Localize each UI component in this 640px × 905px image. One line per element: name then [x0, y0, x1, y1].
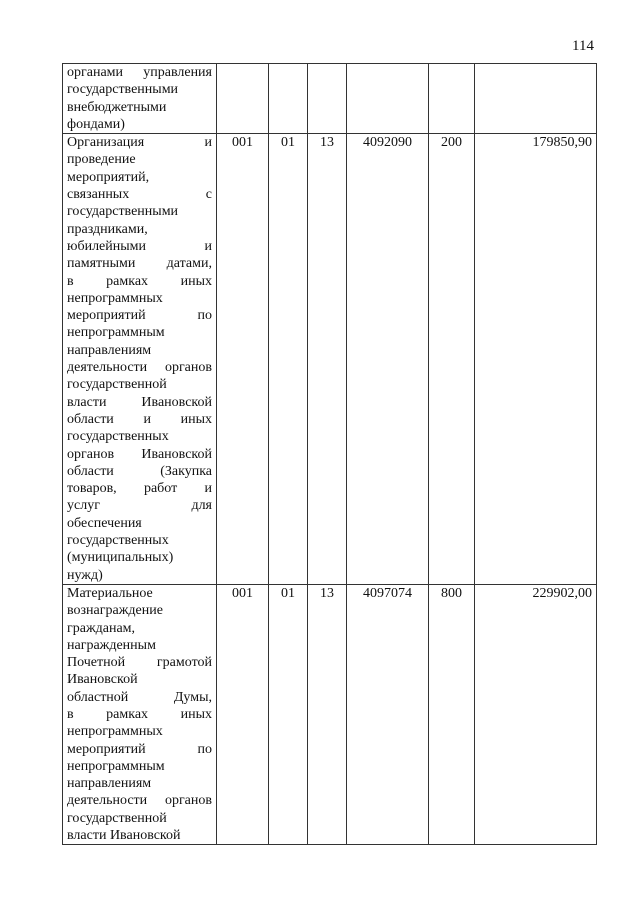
name-line: внебюджетными: [67, 99, 167, 115]
name-line: мероприятий,: [67, 169, 150, 185]
name-line: непрограммных: [67, 724, 163, 740]
table-row: [63, 64, 597, 134]
subsection-cell: [308, 64, 347, 134]
name-line: праздниками,: [67, 221, 148, 237]
name-line: направлениям: [67, 776, 152, 792]
admin-code-cell: [217, 64, 269, 134]
name-line: направлениям: [67, 342, 152, 358]
name-line: государственной: [67, 810, 167, 826]
admin-code-cell: 001: [217, 134, 269, 585]
name-line: непрограммным: [67, 325, 165, 341]
amount-cell: [475, 64, 597, 134]
name-line: государственных: [67, 429, 169, 445]
name-line: деятельности органов: [67, 360, 212, 376]
section-cell: 01: [269, 584, 308, 844]
name-line: юбилейными и: [67, 238, 212, 254]
name-line: в рамках иных: [67, 273, 212, 289]
name-line: нужд): [67, 567, 103, 583]
expense-type-cell: 200: [429, 134, 475, 585]
amount-cell: 179850,90: [475, 134, 597, 585]
subsection-cell: 13: [308, 584, 347, 844]
name-line: услуг для: [67, 498, 212, 514]
name-line: государственными: [67, 204, 179, 220]
amount-cell: 229902,00: [475, 584, 597, 844]
name-line: (муниципальных): [67, 550, 174, 566]
row-name-cell: [63, 584, 217, 844]
name-line: области (Закупка: [67, 463, 212, 479]
name-line: товаров, работ и: [67, 481, 212, 497]
name-line: гражданам,: [67, 620, 136, 636]
target-article-cell: [347, 64, 429, 134]
name-line: области и иных: [67, 411, 212, 427]
name-line: Организация и: [67, 135, 212, 151]
row-name-cell: [63, 64, 217, 134]
budget-table: [62, 63, 597, 845]
admin-code-cell: 001: [217, 584, 269, 844]
section-cell: [269, 64, 308, 134]
name-line: непрограммных: [67, 290, 163, 306]
name-line: власти Ивановской: [67, 828, 181, 844]
name-line: государственными: [67, 82, 179, 98]
name-line: мероприятий по: [67, 741, 212, 757]
name-line: Материальное: [67, 585, 153, 601]
section-cell: 01: [269, 134, 308, 585]
target-article-cell: 4097074: [347, 584, 429, 844]
name-line: власти Ивановской: [67, 394, 212, 410]
expense-type-cell: 800: [429, 584, 475, 844]
expense-type-cell: [429, 64, 475, 134]
name-line: памятными датами,: [67, 256, 212, 272]
name-line: органов Ивановской: [67, 446, 212, 462]
page-number: 114: [572, 38, 594, 54]
name-line: государственной: [67, 377, 167, 393]
name-line: деятельности органов: [67, 793, 212, 809]
name-line: государственных: [67, 533, 169, 549]
budget-table-body: [63, 64, 597, 845]
name-line: непрограммным: [67, 758, 165, 774]
name-line: Почетной грамотой: [67, 655, 212, 671]
name-line: областной Думы,: [67, 689, 212, 705]
name-line: связанных с: [67, 187, 212, 203]
name-line: органами управления: [67, 65, 212, 80]
table-row: [63, 134, 597, 585]
target-article-cell: 4092090: [347, 134, 429, 585]
name-line: вознаграждение: [67, 603, 163, 619]
subsection-cell: 13: [308, 134, 347, 585]
name-line: проведение: [67, 152, 136, 168]
table-row: [63, 584, 597, 844]
name-line: обеспечения: [67, 515, 142, 531]
name-line: Ивановской: [67, 672, 138, 688]
name-line: мероприятий по: [67, 308, 212, 324]
name-line: фондами): [67, 116, 125, 132]
name-line: награжденным: [67, 637, 156, 653]
row-name-cell: [63, 134, 217, 585]
name-line: в рамках иных: [67, 706, 212, 722]
